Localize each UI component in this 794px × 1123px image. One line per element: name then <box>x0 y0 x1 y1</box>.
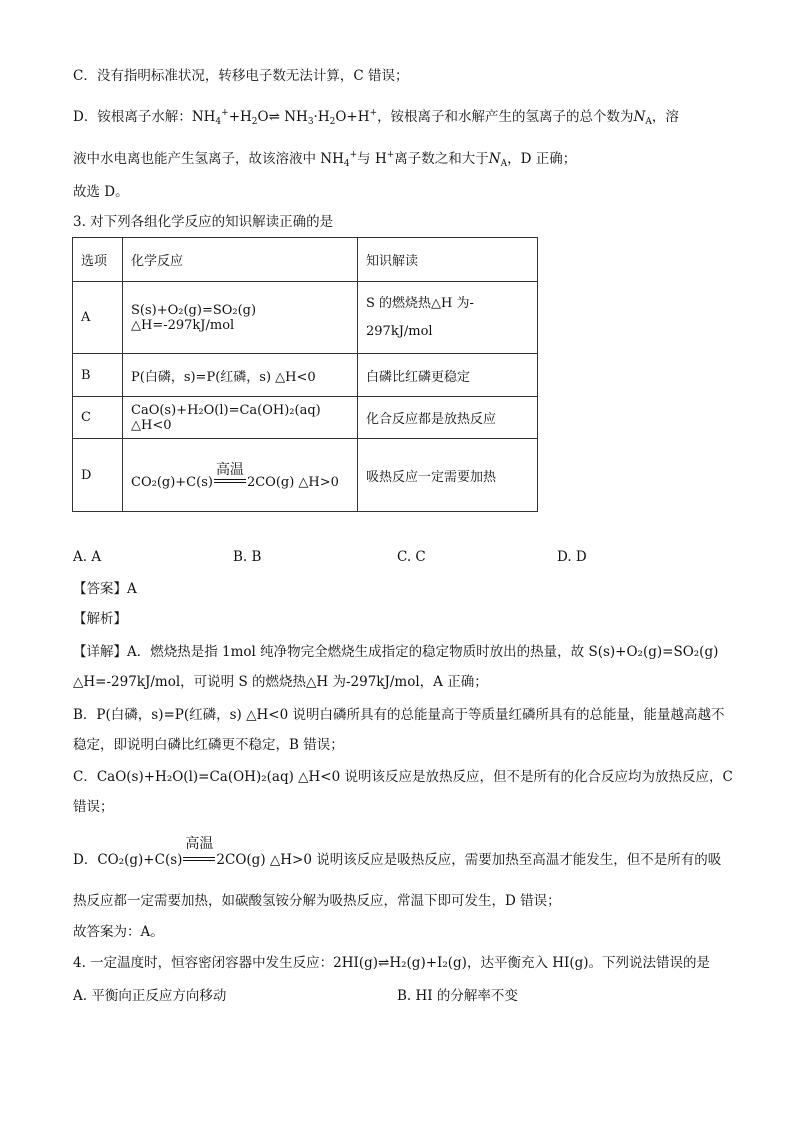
row-interpretation: 吸热反应一定需要加热 <box>358 439 538 512</box>
option-d: D. D <box>557 549 587 565</box>
option-d-explanation-line1: D．铵根离子水解：$NH_4^++H_2O\rightleftharpoons$ $NH_3\cdot H_2O+H^+$，铵根离子和水解产生的氢离子的总个数为$N_A$，溶 <box>73 108 679 127</box>
detail-d-line1: D．CO₂(g)+C(s) 高温 2CO(g) △H>0 说明该反应是吸热反应，需要加热至高温才能发生，但不是所有的吸 <box>73 836 722 868</box>
q4-option-a: A. 平衡向正反应方向移动 <box>73 988 227 1004</box>
final-answer: 故答案为：A。 <box>73 924 164 940</box>
detail-c-line1: C．CaO(s)+H₂O(l)=Ca(OH)₂(aq) △H<0 说明该反应是放热反应，但不是所有的化合反应均为放热反应，C <box>73 769 733 785</box>
option-b: B. B <box>233 549 262 565</box>
header-interpretation: 知识解读 <box>358 238 538 282</box>
previous-answer-conclusion: 故选 D。 <box>73 184 129 200</box>
q4-option-b: B. HI 的分解率不变 <box>397 988 518 1004</box>
header-option: 选项 <box>73 238 123 282</box>
detail-a-line1: 【详解】A．燃烧热是指 1mol 纯净物完全燃烧生成指定的稳定物质时放出的热量，故 S(s)+O₂(g)=SO₂(g) <box>73 644 719 660</box>
option-c: C. C <box>397 549 426 565</box>
header-reaction: 化学反应 <box>123 238 358 282</box>
row-reaction: S(s)+O₂(g)=SO₂(g) △H=-297kJ/mol <box>123 282 358 354</box>
row-reaction: CO₂(g)+C(s) 高温 2CO(g) △H>0 <box>123 439 358 512</box>
table-row <box>73 282 538 354</box>
detail-b-line2: 稳定，即说明白磷比红磷更不稳定，B 错误； <box>73 737 344 753</box>
row-reaction: CaO(s)+H₂O(l)=Ca(OH)₂(aq) △H<0 <box>123 397 358 439</box>
row-reaction: P(白磷，s)=P(红磷，s) △H<0 <box>123 354 358 397</box>
row-interpretation: S 的燃烧热△H 为- 297kJ/mol <box>358 282 538 354</box>
table-row <box>73 439 538 512</box>
row-interpretation: 化合反应都是放热反应 <box>358 397 538 439</box>
detail-b-line1: B．P(白磷，s)=P(红磷，s) △H<0 说明白磷所具有的总能量高于等质量红磷所具有的总能量，能量越高越不 <box>73 707 725 723</box>
row-option: A <box>73 282 123 354</box>
analysis-label: 【解析】 <box>73 611 127 627</box>
option-c-explanation: C．没有指明标准状况，转移电子数无法计算，C 错误； <box>73 68 409 84</box>
answer-line: 【答案】A <box>73 581 137 597</box>
detail-a-line2: △H=-297kJ/mol，可说明 S 的燃烧热△H 为-297kJ/mol，A 正确； <box>73 674 488 690</box>
table-header-row <box>73 238 538 282</box>
table-row <box>73 397 538 439</box>
question-3-table <box>72 237 538 512</box>
detail-d-line2: 热反应都一定需要加热，如碳酸氢铵分解为吸热反应，常温下即可发生，D 错误； <box>73 893 561 909</box>
option-a: A. A <box>73 549 102 565</box>
reaction-condition: 高温 <box>214 461 246 490</box>
reaction-condition: 高温 <box>183 836 215 870</box>
row-option: D <box>73 439 123 512</box>
question-3-stem: 3. 对下列各组化学反应的知识解读正确的是 <box>73 214 334 230</box>
question-4-stem: 4. 一定温度时，恒容密闭容器中发生反应：2HI(g)⇌H₂(g)+I₂(g)，达平衡充入 HI(g)。下列说法错误的是 <box>73 955 711 971</box>
row-interpretation: 白磷比红磷更稳定 <box>358 354 538 397</box>
row-option: B <box>73 354 123 397</box>
row-option: C <box>73 397 123 439</box>
table-row <box>73 354 538 397</box>
detail-c-line2: 错误； <box>73 799 114 815</box>
option-d-explanation-line2: 液中水电离也能产生氢离子，故该溶液中 $NH_4^+$与 H+离子数之和大于$N_A$，D 正确； <box>73 150 577 169</box>
